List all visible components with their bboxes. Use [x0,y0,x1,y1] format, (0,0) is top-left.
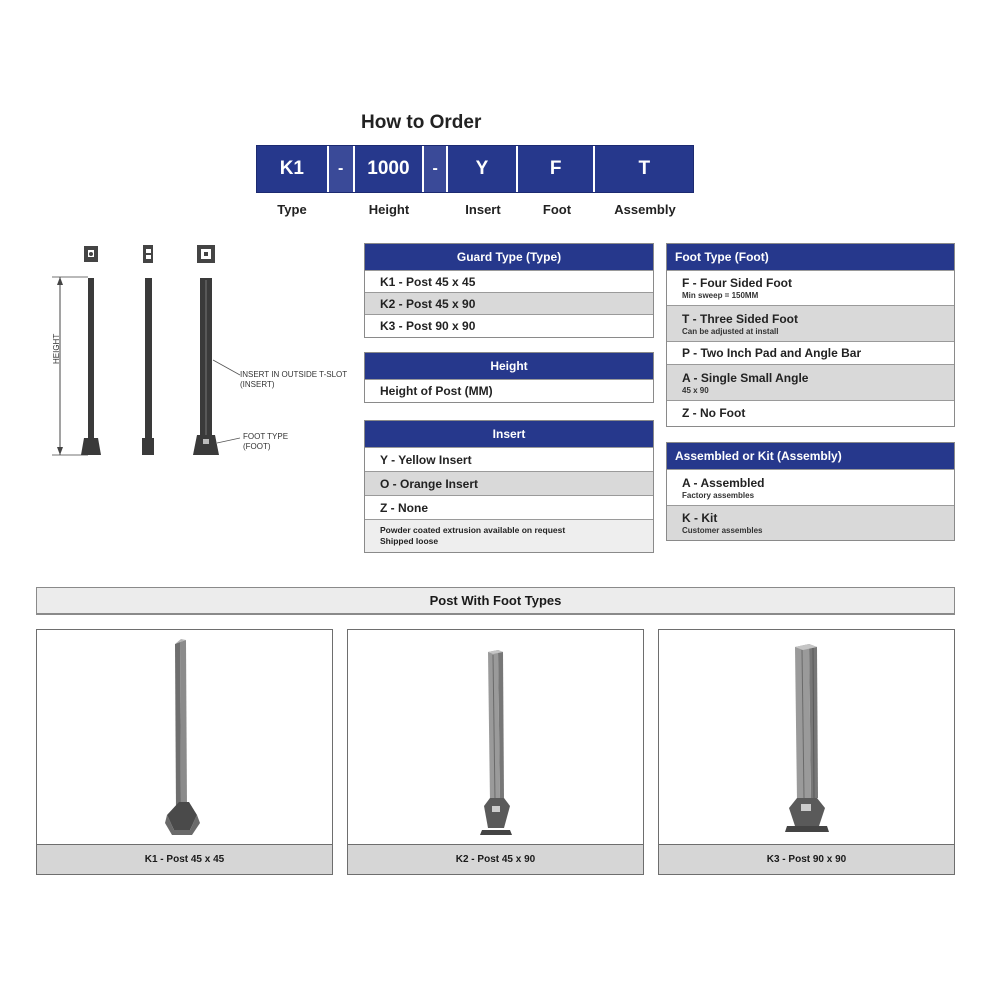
code-height: 1000 [355,146,425,192]
foot-callout-sub: (FOOT) [243,442,271,451]
foot-type-option [667,400,954,424]
k1-post-side [81,278,101,455]
insert-option: Y - Yellow Insert [365,447,653,471]
k1-post-render [37,630,334,846]
k2-section-icon [143,245,153,263]
code-dash: - [424,146,448,192]
insert-option: Z - None [365,495,653,519]
insert-note [365,519,653,552]
foot-type-label: Z - No Foot [682,405,746,420]
k3-post-side [193,278,219,455]
assembly-option [667,469,954,505]
insert-callout-sub: (INSERT) [240,380,275,389]
code-label-height: Height [368,202,410,217]
k2-post-render [348,630,645,846]
assembly-option [667,505,954,540]
foot-type-option [667,270,954,305]
foot-callout-label: FOOT TYPE [243,432,289,441]
height-header: Height [365,353,653,379]
foot-type-sub: 45 x 90 [682,385,709,395]
insert-table [364,420,654,553]
divider [36,614,955,615]
guard-type-option: K2 - Post 45 x 90 [365,292,653,314]
post-foot-types-header: Post With Foot Types [36,587,955,614]
insert-note-line: Powder coated extrusion available on request [380,525,566,535]
code-insert: Y [448,146,518,192]
height-dimension-label: HEIGHT [52,333,61,364]
code-foot: F [518,146,596,192]
foot-type-label: A - Single Small Angle [682,370,809,385]
k3-post-render [659,630,956,846]
foot-type-sub: Min sweep = 150MM [682,291,759,300]
foot-type-option [667,364,954,400]
assembly-sub: Factory assembles [682,490,755,500]
assembly-label: A - Assembled [682,475,765,490]
foot-type-table [666,243,955,427]
guard-type-option: K3 - Post 90 x 90 [365,314,653,336]
post-card-k2 [347,629,644,875]
guard-type-header: Guard Type (Type) [365,244,653,270]
post-card-k3 [658,629,955,875]
insert-option: O - Orange Insert [365,471,653,495]
code-assembly: T [638,158,651,179]
post-card-caption: K3 - Post 90 x 90 [659,844,954,874]
order-code-bar [256,145,694,193]
foot-type-option [667,341,954,364]
assembly-sub: Customer assembles [682,526,763,535]
k3-section-icon [197,245,215,263]
post-card-k1 [36,629,333,875]
post-dimension-diagram [40,240,340,470]
guard-type-table [364,243,654,338]
height-option: Height of Post (MM) [365,379,653,402]
assembly-table [666,442,955,541]
page-title: How to Order [361,112,482,133]
k2-post-side [142,278,154,455]
insert-callout-label: INSERT IN OUTSIDE T-SLOT [240,370,348,379]
guard-type-option: K1 - Post 45 x 45 [365,270,653,292]
assembly-label: K - Kit [682,511,718,525]
code-label-assembly: Assembly [614,202,676,217]
foot-type-option [667,305,954,341]
foot-type-label: T - Three Sided Foot [682,311,798,326]
insert-callout [240,370,347,390]
assembly-header: Assembled or Kit (Assembly) [667,443,954,469]
foot-type-header: Foot Type (Foot) [667,244,954,270]
k1-section-icon [84,246,98,262]
code-dash: - [329,146,355,192]
height-table [364,352,654,403]
insert-note-line: Shipped loose [380,536,439,546]
code-label-foot: Foot [542,202,572,217]
foot-callout [243,432,288,452]
post-card-caption: K2 - Post 45 x 90 [348,844,643,874]
foot-type-label: F - Four Sided Foot [682,276,792,290]
post-card-caption: K1 - Post 45 x 45 [37,844,332,874]
code-label-type: Type [277,202,307,217]
foot-type-sub: Can be adjusted at install [682,326,779,336]
code-type: K1 [257,146,329,192]
code-label-insert: Insert [465,202,501,217]
foot-type-label: P - Two Inch Pad and Angle Bar [682,346,862,360]
insert-header: Insert [365,421,653,447]
